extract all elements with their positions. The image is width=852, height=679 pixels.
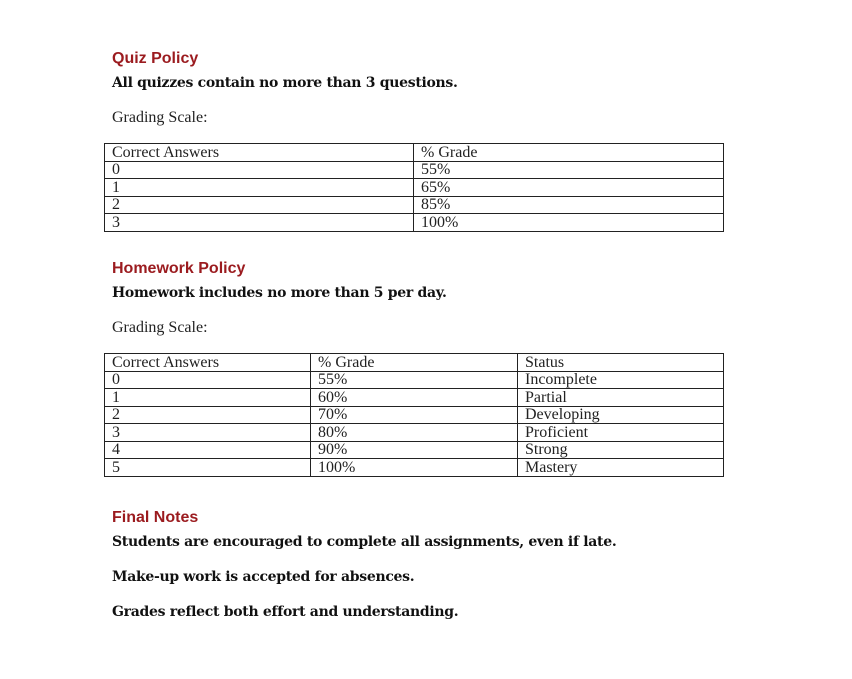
homework-grading-table: [104, 353, 724, 477]
table-cell: 100%: [311, 459, 518, 477]
table-cell: Proficient: [518, 424, 724, 442]
table-header-row: [105, 354, 724, 372]
table-cell: Incomplete: [518, 371, 724, 389]
table-header-row: [105, 144, 724, 162]
homework-grading-scale-label: Grading Scale:: [112, 319, 208, 336]
table-cell: 4: [105, 441, 311, 459]
final-note: Students are encouraged to complete all assignments, even if late.: [112, 534, 617, 550]
table-row: [105, 214, 724, 232]
final-note: Grades reflect both effort and understanding.: [112, 604, 459, 620]
table-cell: Strong: [518, 441, 724, 459]
table-cell: 2: [105, 406, 311, 424]
quiz-grading-table: [104, 143, 724, 232]
final-note: Make-up work is accepted for absences.: [112, 569, 415, 585]
table-cell: 70%: [311, 406, 518, 424]
quiz-grading-scale-label: Grading Scale:: [112, 109, 208, 126]
table-row: [105, 406, 724, 424]
column-header: Correct Answers: [105, 354, 311, 372]
column-header: Status: [518, 354, 724, 372]
table-cell: 55%: [311, 371, 518, 389]
homework-policy-heading: Homework Policy: [112, 260, 246, 277]
column-header: Correct Answers: [105, 144, 414, 162]
table-cell: Developing: [518, 406, 724, 424]
table-cell: 1: [105, 389, 311, 407]
table-cell: 2: [105, 196, 414, 214]
table-cell: Mastery: [518, 459, 724, 477]
table-cell: 5: [105, 459, 311, 477]
table-row: [105, 441, 724, 459]
homework-policy-statement: Homework includes no more than 5 per day.: [112, 285, 447, 301]
table-cell: 0: [105, 371, 311, 389]
quiz-policy-statement: All quizzes contain no more than 3 questions.: [112, 75, 458, 91]
table-cell: 3: [105, 214, 414, 232]
table-row: [105, 389, 724, 407]
table-cell: 90%: [311, 441, 518, 459]
table-row: [105, 371, 724, 389]
column-header: % Grade: [414, 144, 724, 162]
table-cell: 100%: [414, 214, 724, 232]
table-cell: 0: [105, 161, 414, 179]
table-cell: Partial: [518, 389, 724, 407]
column-header: % Grade: [311, 354, 518, 372]
table-cell: 55%: [414, 161, 724, 179]
table-cell: 80%: [311, 424, 518, 442]
table-row: [105, 424, 724, 442]
table-row: [105, 161, 724, 179]
table-row: [105, 179, 724, 197]
table-cell: 3: [105, 424, 311, 442]
table-cell: 60%: [311, 389, 518, 407]
table-cell: 1: [105, 179, 414, 197]
table-cell: 85%: [414, 196, 724, 214]
table-row: [105, 459, 724, 477]
final-notes-heading: Final Notes: [112, 509, 199, 526]
quiz-policy-heading: Quiz Policy: [112, 50, 199, 67]
table-cell: 65%: [414, 179, 724, 197]
table-row: [105, 196, 724, 214]
